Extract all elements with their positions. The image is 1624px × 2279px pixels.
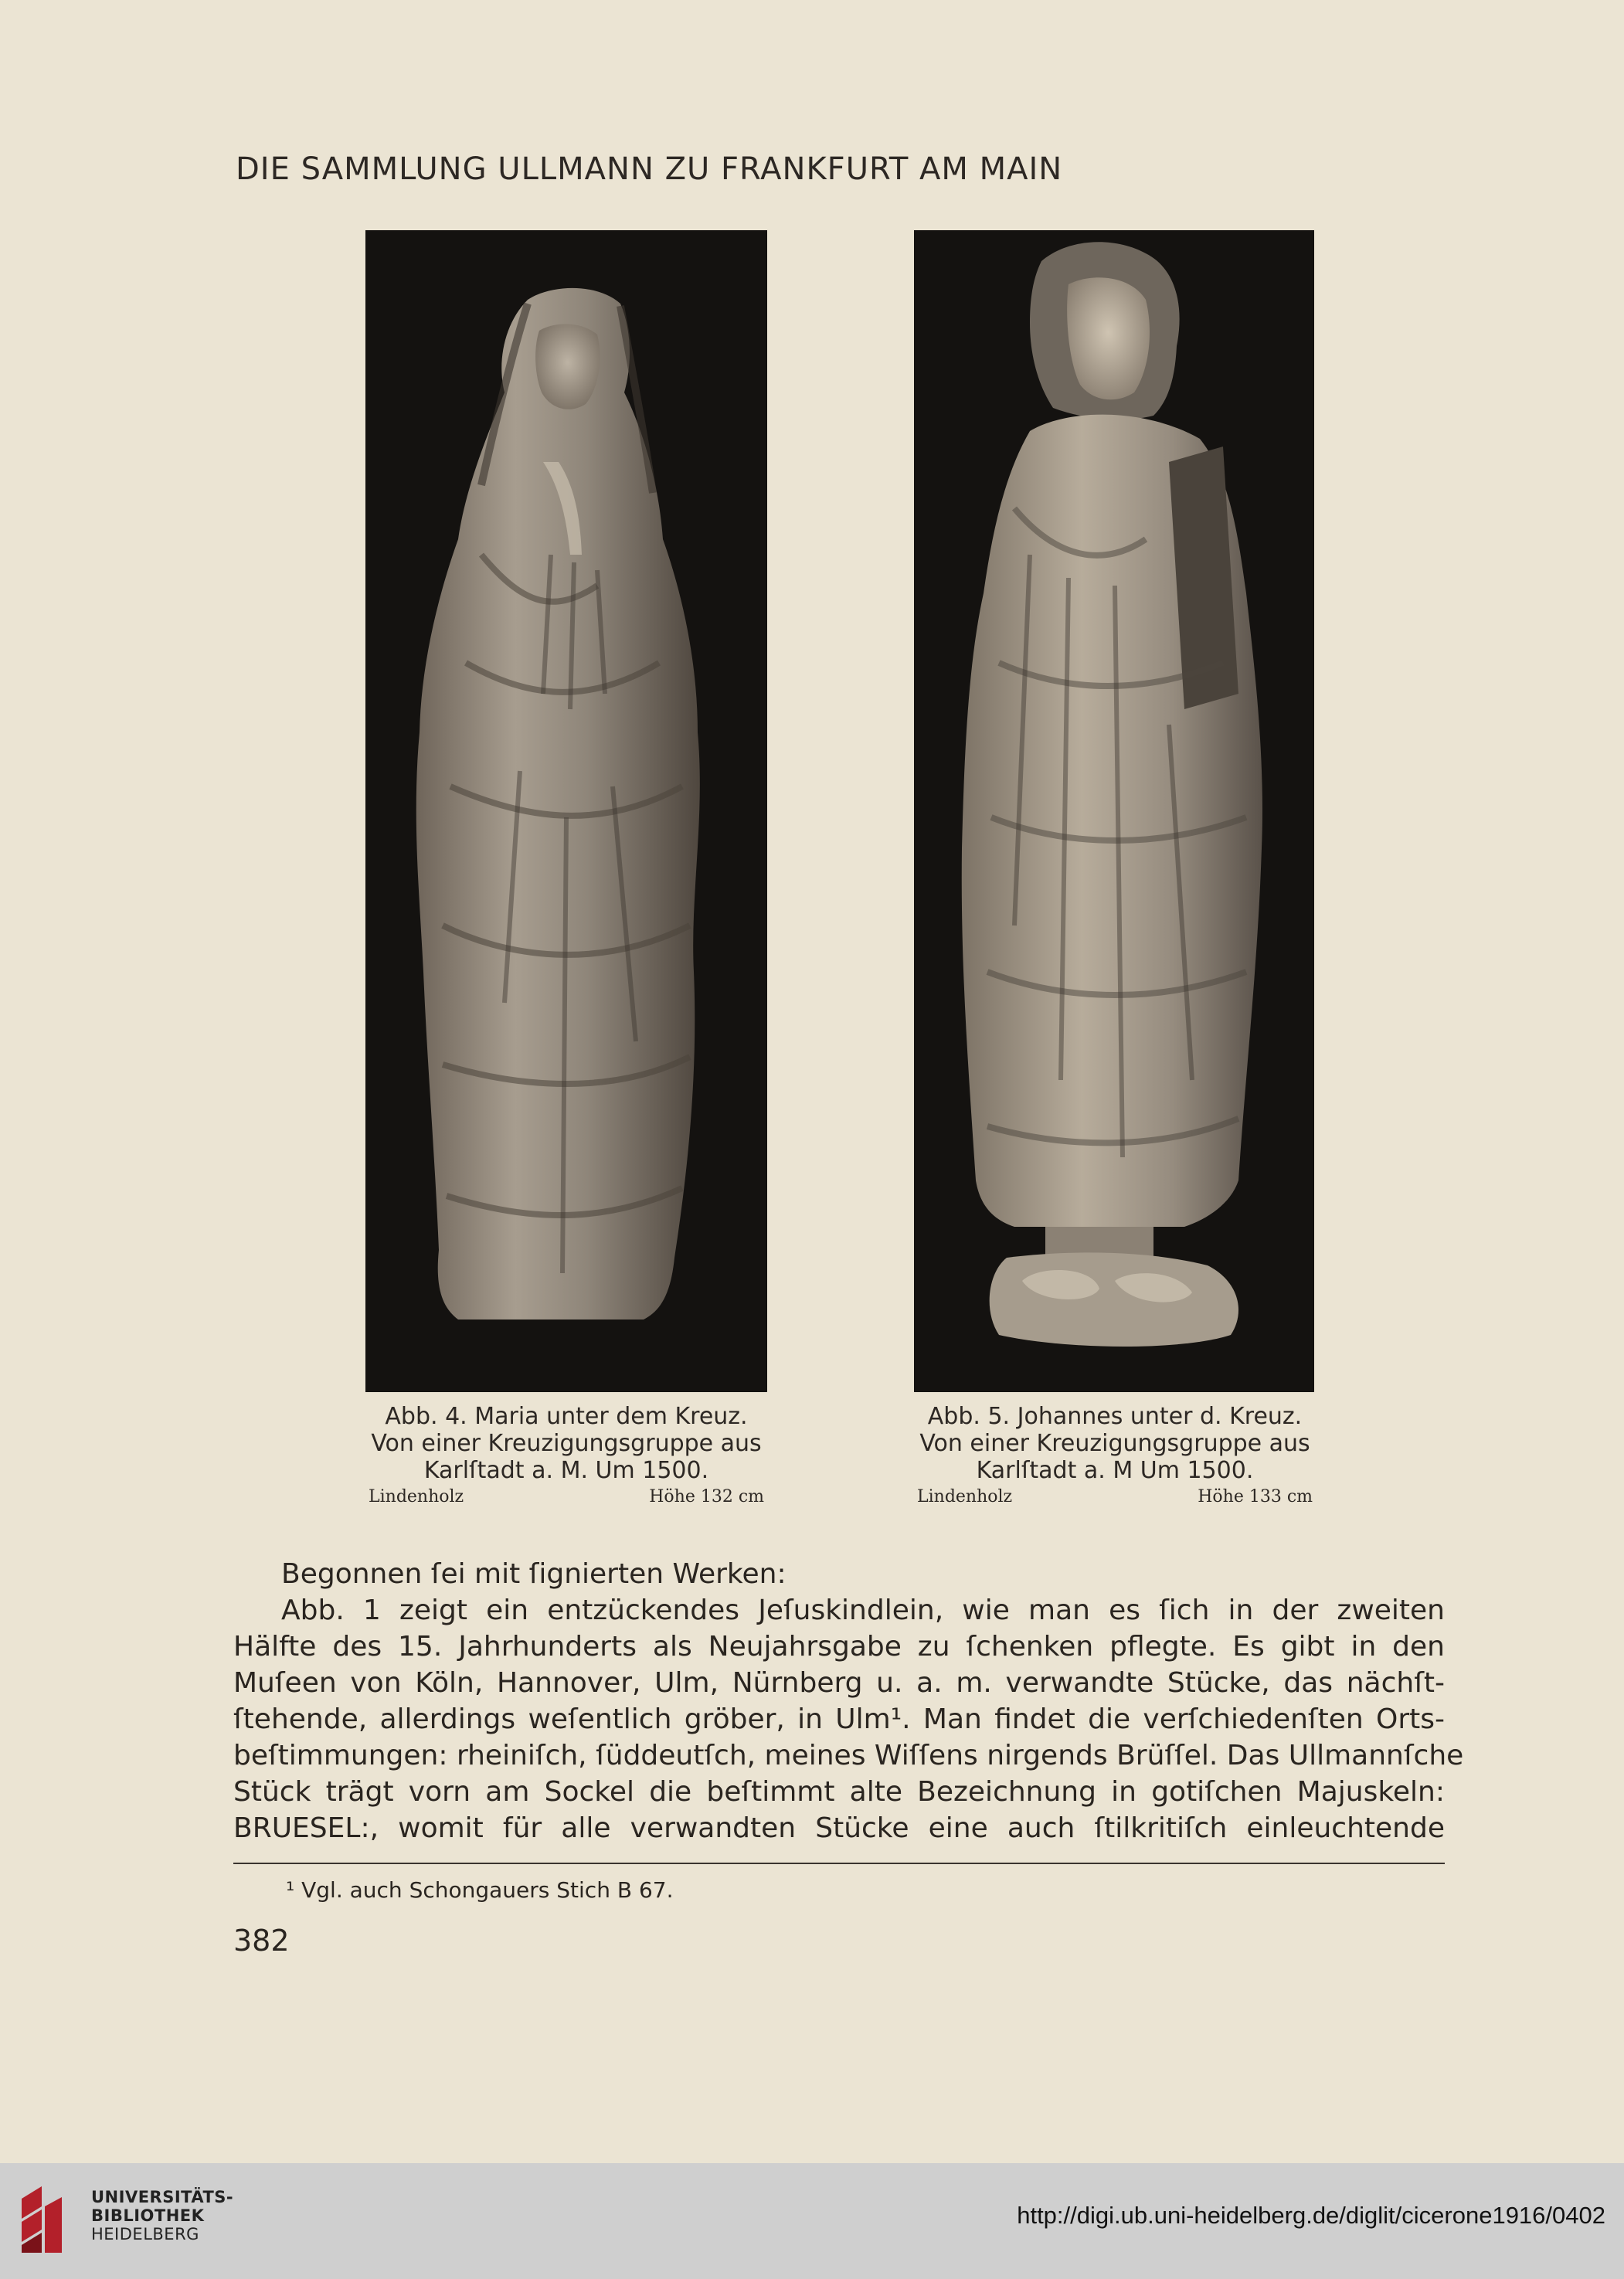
library-name-line: HEIDELBERG <box>91 2225 199 2243</box>
caption-material: Lindenholz <box>917 1487 1013 1506</box>
caption-height: Höhe 133 cm <box>1198 1487 1313 1506</box>
footnote-divider <box>233 1863 1445 1864</box>
figure-johannes-photo <box>914 230 1314 1392</box>
caption-line: Abb. 5. Johannes unter d. Kreuz. <box>927 1403 1303 1430</box>
caption-material: Lindenholz <box>369 1487 464 1506</box>
running-head: DIE SAMMLUNG ULLMANN ZU FRANKFURT AM MAIN <box>236 151 1063 187</box>
figure-5-caption <box>899 1403 1331 1506</box>
caption-line: Abb. 4. Maria unter dem Kreuz. <box>385 1403 748 1430</box>
library-name-line: BIBLIOTHEK <box>91 2206 205 2225</box>
maria-sculpture-image <box>365 230 767 1392</box>
caption-line: Karlſtadt a. M Um 1500. <box>976 1457 1254 1484</box>
johannes-sculpture-image <box>914 230 1314 1392</box>
library-name[interactable] <box>91 2188 233 2243</box>
library-name-line: UNIVERSITÄTS- <box>91 2188 234 2206</box>
caption-meta <box>899 1487 1331 1506</box>
figure-4-caption <box>350 1403 783 1506</box>
body-line: beſtimmungen: rheiniſch, ſüddeutſch, meines Wiſſens nirgends Brüſſel. Das Ullmannſche <box>233 1740 1464 1771</box>
body-line: Begonnen ſei mit ſignierten Werken: <box>281 1558 787 1590</box>
caption-meta <box>350 1487 783 1506</box>
university-library-logo-icon[interactable] <box>19 2183 65 2257</box>
body-text <box>233 1556 1464 1846</box>
caption-line: Von einer Kreuzigungsgruppe aus <box>371 1430 762 1457</box>
body-line: Hälfte des 15. Jahrhunderts als Neujahrsgabe zu ſchenken pflegte. Es gibt in den <box>233 1631 1445 1663</box>
caption-line: Von einer Kreuzigungsgruppe aus <box>919 1430 1310 1457</box>
footnote: ¹ Vgl. auch Schongauers Stich B 67. <box>286 1877 674 1903</box>
body-line: Muſeen von Köln, Hannover, Ulm, Nürnberg u. a. m. verwandte Stücke, das nächſt- <box>233 1667 1445 1699</box>
caption-line: Karlſtadt a. M. Um 1500. <box>423 1457 709 1484</box>
body-line: Abb. 1 zeigt ein entzückendes Jeſuskindlein, wie man es ſich in der zweiten <box>281 1595 1445 1626</box>
page-number: 382 <box>233 1924 290 1958</box>
figure-maria-photo <box>365 230 767 1392</box>
body-line: Stück trägt vorn am Sockel die beſtimmt alte Bezeichnung in gotiſchen Majuskeln: <box>233 1776 1445 1808</box>
body-line: BRUESEL:, womit für alle verwandten Stücke eine auch ſtilkritiſch einleuchtende <box>233 1812 1445 1844</box>
body-line: ſtehende, allerdings weſentlich gröber, in Ulm¹. Man findet die verſchiedenſten Orts- <box>233 1703 1445 1735</box>
caption-height: Höhe 132 cm <box>649 1487 764 1506</box>
source-url-link[interactable]: http://digi.ub.uni-heidelberg.de/diglit/cicerone1916/0402 <box>1017 2202 1605 2229</box>
